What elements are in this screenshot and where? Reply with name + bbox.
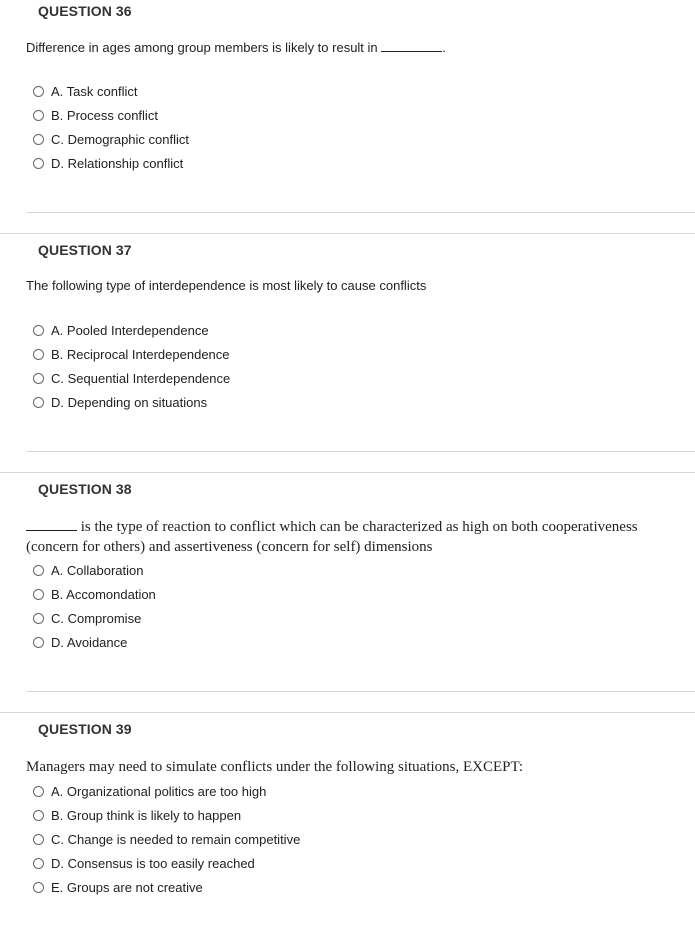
option-label: B. Accomondation — [51, 586, 156, 602]
option-b[interactable] — [33, 107, 158, 123]
option-e[interactable] — [33, 879, 203, 895]
option-label: A. Pooled Interdependence — [51, 322, 209, 338]
radio-button[interactable] — [33, 858, 44, 869]
option-c[interactable] — [33, 131, 189, 147]
option-label: C. Sequential Interdependence — [51, 370, 231, 386]
option-c[interactable] — [33, 831, 300, 847]
radio-button[interactable] — [33, 810, 44, 821]
radio-button[interactable] — [33, 882, 44, 893]
option-c[interactable] — [33, 370, 230, 386]
question-text — [26, 39, 446, 55]
question-title: QUESTION 39 — [38, 721, 132, 737]
option-d[interactable] — [33, 394, 207, 410]
option-label: B. Group think is likely to happen — [51, 807, 242, 823]
divider — [0, 233, 695, 234]
answer-blank — [381, 39, 442, 52]
question-title: QUESTION 38 — [38, 481, 132, 497]
option-label: D. Depending on situations — [51, 394, 208, 410]
option-d[interactable] — [33, 855, 255, 871]
option-label: D. Relationship conflict — [51, 155, 184, 171]
radio-button[interactable] — [33, 325, 44, 336]
answer-blank — [26, 516, 77, 531]
divider — [0, 472, 695, 473]
option-b[interactable] — [33, 807, 241, 823]
question-title: QUESTION 37 — [38, 242, 132, 258]
divider — [26, 691, 695, 692]
radio-button[interactable] — [33, 134, 44, 145]
radio-button[interactable] — [33, 637, 44, 648]
divider — [0, 712, 695, 713]
option-a[interactable] — [33, 783, 266, 799]
radio-button[interactable] — [33, 613, 44, 624]
radio-button[interactable] — [33, 86, 44, 97]
question-text-body: is the type of reaction to conflict which can be characterized as high on both cooperativeness (concern for others) and assertiveness (concern for self) dimensions — [26, 519, 638, 555]
option-label: B. Process conflict — [51, 107, 158, 123]
option-a[interactable] — [33, 83, 137, 99]
option-a[interactable] — [33, 322, 209, 338]
radio-button[interactable] — [33, 373, 44, 384]
question-text-body: Difference in ages among group members is likely to result in — [26, 40, 378, 55]
radio-button[interactable] — [33, 786, 44, 797]
radio-button[interactable] — [33, 834, 44, 845]
option-d[interactable] — [33, 634, 127, 650]
radio-button[interactable] — [33, 349, 44, 360]
radio-button[interactable] — [33, 158, 44, 169]
option-label: C. Change is needed to remain competitive — [51, 831, 301, 847]
option-a[interactable] — [33, 562, 144, 578]
option-label: A. Task conflict — [51, 83, 138, 99]
option-label: C. Compromise — [51, 610, 142, 626]
radio-button[interactable] — [33, 110, 44, 121]
option-label: C. Demographic conflict — [51, 131, 189, 147]
question-text — [26, 516, 686, 557]
divider — [26, 212, 695, 213]
option-b[interactable] — [33, 346, 230, 362]
question-text-suffix: . — [442, 40, 446, 55]
option-label: A. Organizational politics are too high — [51, 783, 267, 799]
option-label: D. Avoidance — [51, 634, 128, 650]
option-label: A. Collaboration — [51, 562, 144, 578]
option-b[interactable] — [33, 586, 156, 602]
divider — [26, 451, 695, 452]
option-d[interactable] — [33, 155, 183, 171]
question-text: Managers may need to simulate conflicts under the following situations, EXCEPT: — [26, 759, 524, 775]
question-text: The following type of interdependence is most likely to cause conflicts — [26, 278, 427, 293]
option-label: D. Consensus is too easily reached — [51, 855, 255, 871]
radio-button[interactable] — [33, 565, 44, 576]
question-title: QUESTION 36 — [38, 3, 132, 19]
radio-button[interactable] — [33, 589, 44, 600]
option-c[interactable] — [33, 610, 141, 626]
option-label: B. Reciprocal Interdependence — [51, 346, 230, 362]
option-label: E. Groups are not creative — [51, 879, 203, 895]
radio-button[interactable] — [33, 397, 44, 408]
